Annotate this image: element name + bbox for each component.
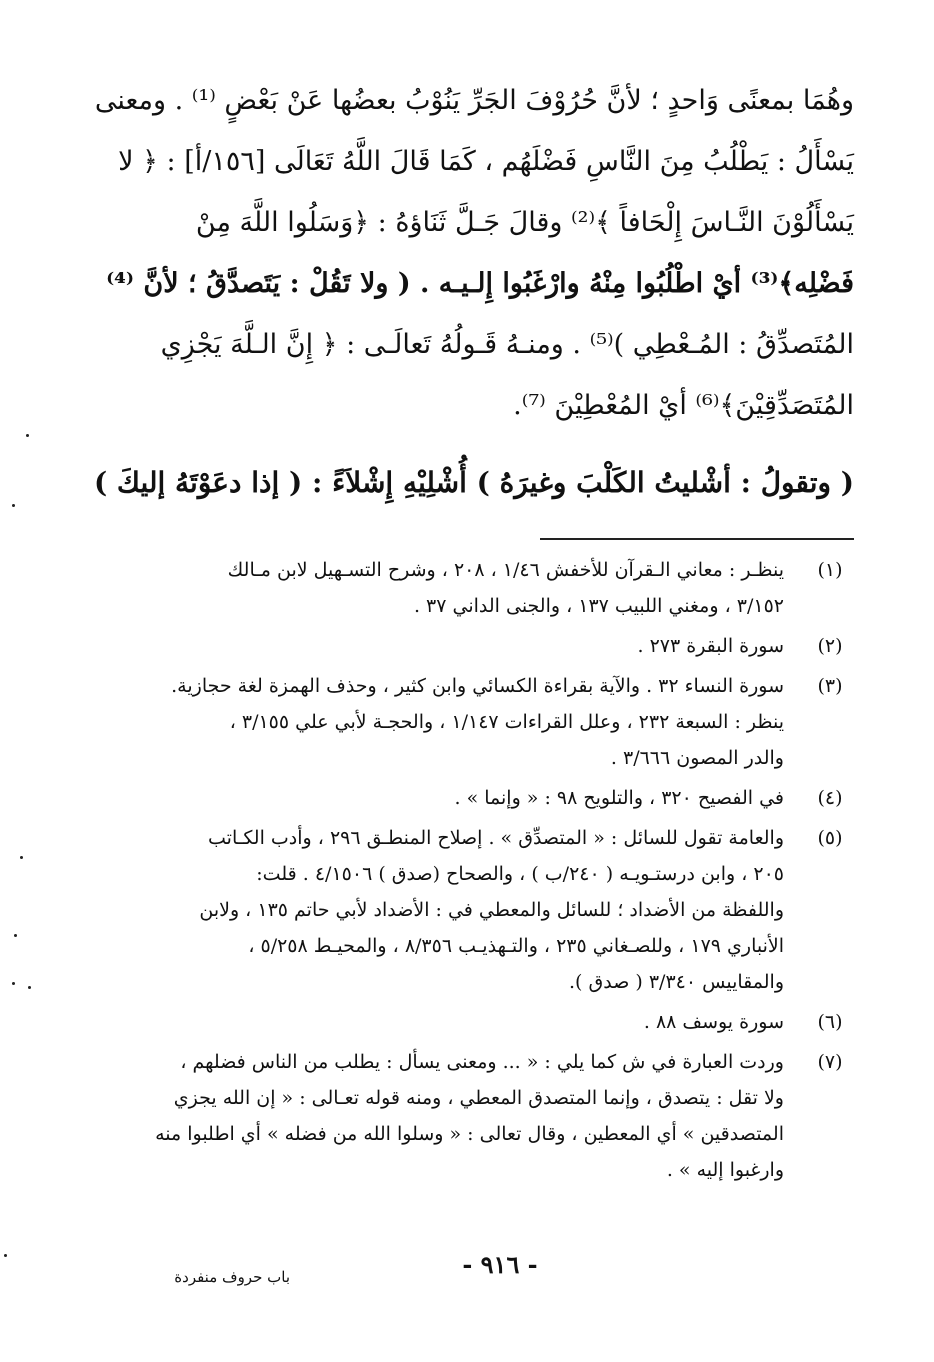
- main-text-line: المُتَصَدِّقِيْنَ﴾⁽⁶⁾ أيْ المُعْطِيْنَ ⁽⁷⁾.: [513, 390, 854, 421]
- footnote-line: ولا تقل : يتصدق ، وإنما المتصدق المعطي ، ومنه قوله تعـالى : « إن الله يجزي: [173, 1087, 784, 1109]
- footnote-number: (٥): [817, 827, 843, 849]
- footnote-line: وارغبوا إليه » .: [666, 1159, 784, 1181]
- footnote-line: سورة يوسف ٨٨ .: [643, 1011, 784, 1033]
- scan-speck: [14, 934, 17, 937]
- main-text-line: يَسْأَلُ : يَطْلُبُ مِنَ النَّاسِ فَضْلَهُم ، كَمَا قَالَ اللَّهُ تَعَالَى [١٥٦/أ] : ﴿ لا: [118, 146, 854, 177]
- section-heading: ( وتقولُ : أشْليتُ الكَلْبَ وغيرَهُ ) أُشْلِيْهِ إِشْلاَءً : ( إذا دعَوْتَهُ إليكَ ): [93, 466, 854, 499]
- footnote-number: (١): [817, 559, 843, 581]
- main-text-line: المُتَصدِّقُ : المُـعْطِي )⁽⁵⁾ . ومنـهُ قَـولُهُ تَعالَـى : ﴿ إِنَّ الـلَّهَ يَجْزِي: [160, 329, 854, 360]
- scan-speck: [12, 982, 15, 985]
- page-number: - ٩١٦ -: [462, 1250, 538, 1279]
- footnote: [136, 780, 852, 816]
- footnote-line: سورة البقرة ٢٧٣ .: [637, 635, 784, 657]
- footnote-line: والمقاييس ٣/٣٤٠ ( صدق ).: [569, 971, 784, 993]
- footnote-line: ينظر : السبعة ٢٣٢ ، وعلل القراءات ١/١٤٧ ، والحجـة لأبي علي ٣/١٥٥ ،: [229, 711, 784, 733]
- footnote-line: ٣/١٥٢ ، ومغني اللبيب ١٣٧ ، والجنى الداني ٣٧ .: [413, 595, 784, 617]
- footnote-line: ٢٠٥ ، وابن درستـويـه ( ٢٤٠/ب ) ، والصحاح (صدق ) ٤/١٥٠٦ . قلت:: [256, 863, 784, 885]
- footnote-number: (٧): [817, 1051, 843, 1073]
- running-footer: باب حروف منفردة: [174, 1268, 290, 1286]
- footnote: [136, 820, 852, 1000]
- footnote: [136, 668, 852, 776]
- footnote-line: ينظـر : معاني الـقرآن للأخفش ١/٤٦ ، ٢٠٨ ، وشرح التسـهيل لابن مـالك: [227, 559, 784, 581]
- main-text-block: [94, 70, 854, 436]
- main-text-line: يَسْأَلُوْنَ النَّـاسَ إِلْحَافاً ﴾⁽²⁾ وقالَ جَـلَّ ثَنَاؤهُ : ﴿وَسَلُوا اللَّهَ مِنْ: [195, 207, 854, 238]
- main-text-line: فَضْلِه﴾⁽³⁾ أيْ اطْلُبُوا مِنْهُ وارْغَبُوا إِلـيـه . ( ولا تَقُلْ : يَتَصدَّقُ ؛ لأنَّ ⁽⁴⁾: [106, 268, 854, 299]
- scan-speck: [4, 1254, 7, 1257]
- footnote-line: واللفظة من الأضداد ؛ للسائل والمعطي في : الأضداد لأبي حاتم ١٣٥ ، ولابن: [199, 899, 784, 921]
- footnote: [136, 1044, 852, 1188]
- footnote-line: في الفصيح ٣٢٠ ، والتلويح ٩٨ : « وإنما » .: [454, 787, 784, 809]
- footnote-number: (٤): [817, 787, 843, 809]
- footnote-line: المتصدقين » أي المعطين ، وقال تعالى : « وسلوا الله من فضله » أي اطلبوا منه: [155, 1123, 784, 1145]
- footnote-number: (٢): [817, 635, 843, 657]
- scan-speck: [12, 504, 15, 507]
- main-text-line: وهُمَا بمعنًى وَاحدٍ ؛ لأنَّ حُرُوْفَ الجَرِّ يَنُوْبُ بعضُها عَنْ بَعْضٍ ⁽¹⁾ . ومعنى: [94, 85, 854, 116]
- footnote-line: والعامة تقول للسائل : « المتصدِّق » . إصلاح المنطـق ٢٩٦ ، وأدب الكـاتب: [208, 827, 784, 849]
- footnote-line: وردت العبارة في ش كما يلي : « ... ومعنى يسأل : يطلب من الناس فضلهم ،: [180, 1051, 784, 1073]
- scan-speck: [26, 434, 29, 437]
- footnote-line: والدر المصون ٣/٦٦٦ .: [610, 747, 784, 769]
- scan-speck: [28, 986, 31, 989]
- footnote-separator: [540, 538, 854, 540]
- scan-speck: [20, 856, 23, 859]
- footnote-line: سورة النساء ٣٢ . والآية بقراءة الكسائي وابن كثير ، وحذف الهمزة لغة حجازية.: [171, 675, 784, 697]
- footnote-number: (٣): [817, 675, 843, 697]
- footnote: [136, 552, 852, 624]
- footnote-number: (٦): [817, 1011, 843, 1033]
- footnote-line: الأنباري ١٧٩ ، وللصـغاني ٢٣٥ ، والتـهذيـب ٨/٣٥٦ ، والمحيـط ٥/٢٥٨ ،: [248, 935, 784, 957]
- footnotes-list: [136, 552, 852, 1192]
- footnote: [136, 1004, 852, 1040]
- footnote: [136, 628, 852, 664]
